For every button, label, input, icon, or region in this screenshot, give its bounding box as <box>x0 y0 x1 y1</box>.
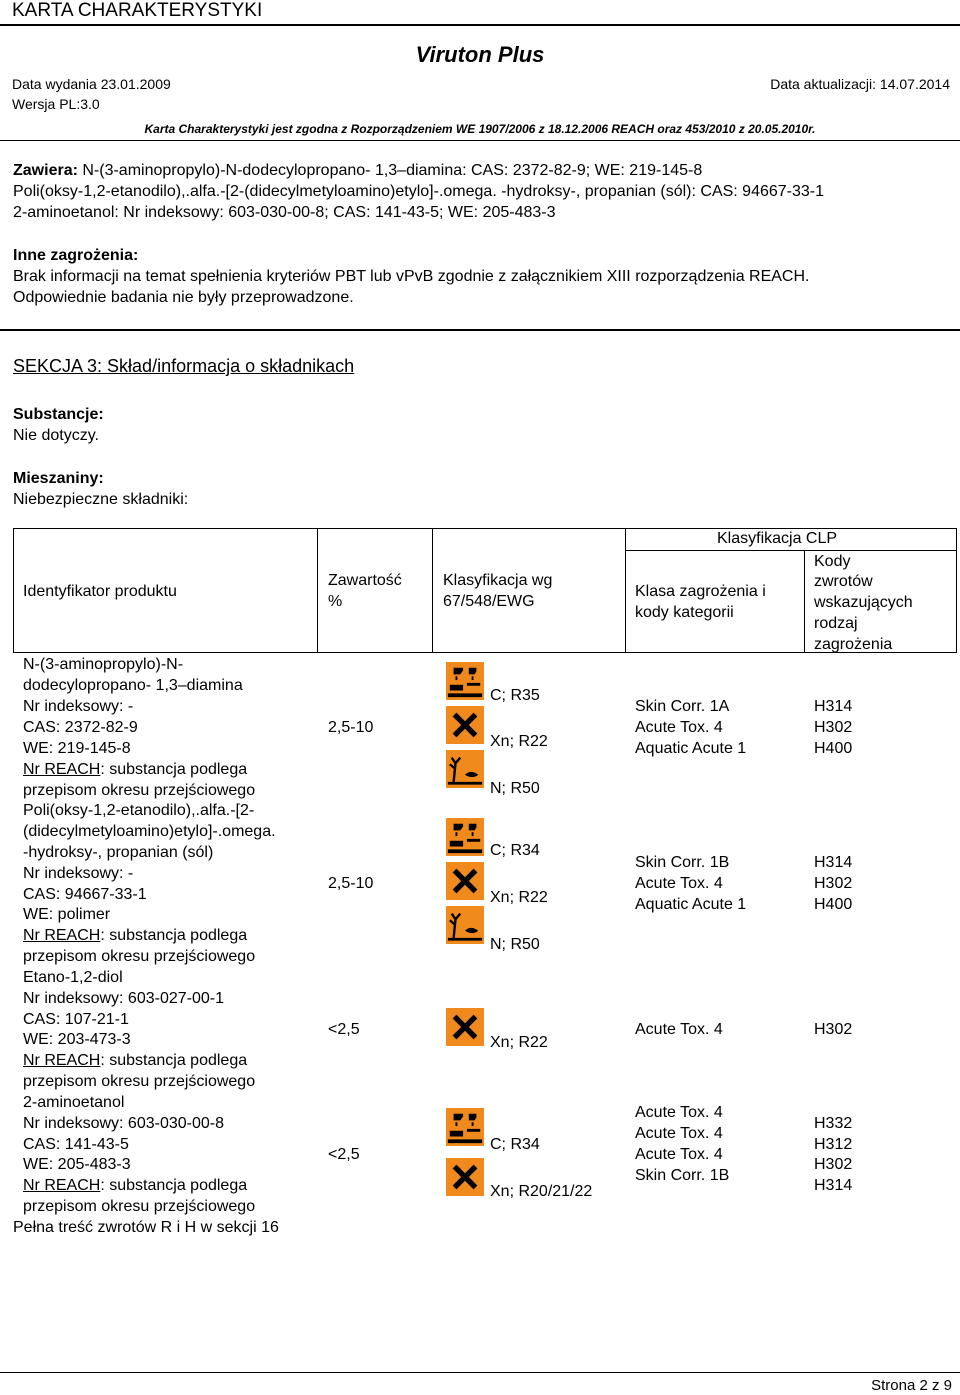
row3-identifier-3: CAS: 107-21-1 <box>23 1011 129 1028</box>
corrosive-icon <box>446 818 484 856</box>
row2-identifier-1: Poli(oksy-1,2-etanodilo),.alfa.-[2- <box>23 802 255 819</box>
row4-clp-class-2: Acute Tox. 4 <box>635 1125 723 1142</box>
row3-identifier-4: WE: 203-473-3 <box>23 1031 131 1048</box>
row4-clp-code-3: H302 <box>814 1156 853 1173</box>
row2-clp-code-3: H400 <box>814 896 853 913</box>
product-name: Viruton Plus <box>415 42 545 67</box>
header-bottom-rule <box>0 140 960 141</box>
col-header-eec-2: 67/548/EWG <box>443 593 535 610</box>
row4-clp-code-4: H314 <box>814 1177 853 1194</box>
row4-eec-1: C; R34 <box>490 1136 540 1153</box>
row1-identifier-3: Nr indeksowy: - <box>23 698 134 715</box>
row1-reach-text-1: : substancja podlega <box>100 761 248 778</box>
substances-text: Nie dotyczy. <box>13 427 99 444</box>
row4-reach-text-2: przepisom okresu przejściowego <box>23 1198 256 1215</box>
col-header-eec-1: Klasyfikacja wg <box>443 572 553 589</box>
mixtures-label: Mieszaniny: <box>13 470 104 487</box>
corrosive-icon <box>446 662 484 700</box>
col-header-clp: Klasyfikacja CLP <box>717 530 838 547</box>
row1-clp-class-2: Acute Tox. 4 <box>635 719 723 736</box>
row1-clp-class-3: Aquatic Acute 1 <box>635 740 747 757</box>
row4-identifier-2: Nr indeksowy: 603-030-00-8 <box>23 1115 224 1132</box>
contains-label: Zawiera: <box>13 162 78 179</box>
other-hazards-label: Inne zagrożenia: <box>13 247 139 264</box>
row2-reach-text-1: : substancja podlega <box>100 927 248 944</box>
row2-identifier-2: (didecylmetyloamino)etylo]-.omega. <box>23 823 276 840</box>
row1-clp-class-1: Skin Corr. 1A <box>635 698 730 715</box>
row2-clp-code-1: H314 <box>814 854 853 871</box>
substances-label: Substancje: <box>13 406 104 423</box>
row2-reach-label: Nr REACH <box>23 927 101 944</box>
footer-rule <box>0 1372 960 1373</box>
issue-date: Data wydania 23.01.2009 <box>12 76 171 92</box>
row1-eec-2: Xn; R22 <box>490 733 548 750</box>
row1-clp-code-2: H302 <box>814 719 853 736</box>
row4-content: <2,5 <box>328 1146 360 1163</box>
contains-line-2: Poli(oksy-1,2-etanodilo),.alfa.-[2-(didecylmetyloamino)etylo]-.omega. -hydroksy-, propanian (sól): CAS: 94667-33-1 <box>13 183 825 200</box>
col-header-content-2: % <box>328 593 343 610</box>
row1-content: 2,5-10 <box>328 719 374 736</box>
row1-reach-text-2: przepisom okresu przejściowego <box>23 782 256 799</box>
col-header-codes-2: zwrotów <box>814 573 873 590</box>
harmful-x-icon <box>446 862 484 900</box>
harmful-x-icon <box>446 1158 484 1196</box>
row2-eec-1: C; R34 <box>490 842 540 859</box>
header-rule <box>0 24 960 26</box>
col-header-codes-5: zagrożenia <box>814 636 893 653</box>
row2-identifier-3: -hydroksy-, propanian (sól) <box>23 844 214 861</box>
row4-eec-2: Xn; R20/21/22 <box>490 1183 593 1200</box>
version: Wersja PL:3.0 <box>12 96 100 112</box>
row2-reach <box>23 926 247 947</box>
col-header-clp-class-2: kody kategorii <box>635 604 734 621</box>
row3-reach <box>23 1051 247 1072</box>
section-3-title: SEKCJA 3: Skład/informacja o składnikach <box>13 356 355 376</box>
row4-clp-class-4: Skin Corr. 1B <box>635 1167 730 1184</box>
col-header-codes-4: rodzaj <box>814 615 858 632</box>
environment-icon <box>446 906 484 944</box>
row1-eec-1: C; R35 <box>490 687 540 704</box>
row2-eec-3: N; R50 <box>490 936 540 953</box>
row1-identifier-1: N-(3-aminopropylo)-N- <box>23 656 184 673</box>
row2-clp-class-3: Aquatic Acute 1 <box>635 896 747 913</box>
corrosive-icon <box>446 1108 484 1146</box>
contains-line-1 <box>13 160 702 181</box>
table-col-border-4 <box>804 550 805 652</box>
row3-identifier-1: Etano-1,2-diol <box>23 969 123 986</box>
row3-reach-text-1: : substancja podlega <box>100 1052 248 1069</box>
table-footnote: Pełna treść zwrotów R i H w sekcji 16 <box>13 1219 279 1236</box>
row2-identifier-5: CAS: 94667-33-1 <box>23 886 147 903</box>
row2-content: 2,5-10 <box>328 875 374 892</box>
row4-identifier-4: WE: 205-483-3 <box>23 1156 131 1173</box>
col-header-identifier: Identyfikator produktu <box>23 583 177 600</box>
row1-reach <box>23 760 247 781</box>
table-clp-subheader-border <box>625 550 957 551</box>
row3-identifier-2: Nr indeksowy: 603-027-00-1 <box>23 990 224 1007</box>
table-left-border <box>13 528 14 652</box>
row4-reach-label: Nr REACH <box>23 1177 101 1194</box>
col-header-codes-1: Kody <box>814 553 851 570</box>
row1-eec-3: N; R50 <box>490 780 540 797</box>
row2-clp-class-1: Skin Corr. 1B <box>635 854 730 871</box>
row1-reach-label: Nr REACH <box>23 761 101 778</box>
table-col-border-1 <box>317 528 318 652</box>
other-hazards-line-1: Brak informacji na temat spełnienia kryteriów PBT lub vPvB zgodnie z załącznikiem XIII rozporządzenia REACH. <box>13 268 810 285</box>
table-col-border-3 <box>625 528 626 652</box>
contains-line-3: 2-aminoetanol: Nr indeksowy: 603-030-00-8; CAS: 141-43-5; WE: 205-483-3 <box>13 204 556 221</box>
row4-clp-code-2: H312 <box>814 1136 853 1153</box>
row3-eec-1: Xn; R22 <box>490 1034 548 1051</box>
col-header-codes-3: wskazujących <box>814 594 913 611</box>
row2-identifier-4: Nr indeksowy: - <box>23 865 134 882</box>
other-hazards-line-2: Odpowiednie badania nie były przeprowadzone. <box>13 289 354 306</box>
update-date: Data aktualizacji: 14.07.2014 <box>770 76 950 92</box>
row4-clp-code-1: H332 <box>814 1115 853 1132</box>
harmful-x-icon <box>446 706 484 744</box>
row3-clp-code-1: H302 <box>814 1021 853 1038</box>
row1-clp-code-1: H314 <box>814 698 853 715</box>
row2-clp-code-2: H302 <box>814 875 853 892</box>
page-number: Strona 2 z 9 <box>871 1377 952 1394</box>
row4-clp-class-3: Acute Tox. 4 <box>635 1146 723 1163</box>
row4-reach <box>23 1176 247 1197</box>
row1-identifier-2: dodecylopropano- 1,3–diamina <box>23 677 243 694</box>
regulation-note: Karta Charakterystyki jest zgodna z Rozporządzeniem WE 1907/2006 z 18.12.2006 REACH oraz 453/2010 z 20.05.2010r. <box>144 122 816 136</box>
row1-clp-code-3: H400 <box>814 740 853 757</box>
table-right-border <box>956 528 957 652</box>
mixtures-text: Niebezpieczne składniki: <box>13 491 189 508</box>
row1-identifier-5: WE: 219-145-8 <box>23 740 131 757</box>
col-header-clp-class-1: Klasa zagrożenia i <box>635 583 766 600</box>
row4-identifier-3: CAS: 141-43-5 <box>23 1136 129 1153</box>
row4-clp-class-1: Acute Tox. 4 <box>635 1104 723 1121</box>
row2-eec-2: Xn; R22 <box>490 889 548 906</box>
row3-reach-label: Nr REACH <box>23 1052 101 1069</box>
row2-clp-class-2: Acute Tox. 4 <box>635 875 723 892</box>
environment-icon <box>446 750 484 788</box>
harmful-x-icon <box>446 1008 484 1046</box>
row3-reach-text-2: przepisom okresu przejściowego <box>23 1073 256 1090</box>
row4-identifier-1: 2-aminoetanol <box>23 1094 125 1111</box>
row4-reach-text-1: : substancja podlega <box>100 1177 248 1194</box>
section-divider <box>0 329 960 331</box>
row1-identifier-4: CAS: 2372-82-9 <box>23 719 138 736</box>
row2-identifier-6: WE: polimer <box>23 906 111 923</box>
table-col-border-2 <box>432 528 433 652</box>
col-header-content-1: Zawartość <box>328 572 402 589</box>
document-header-title: KARTA CHARAKTERYSTYKI <box>12 0 263 21</box>
row3-content: <2,5 <box>328 1021 360 1038</box>
contains-text-1: N-(3-aminopropylo)-N-dodecylopropano- 1,3–diamina: CAS: 2372-82-9; WE: 219-145-8 <box>77 162 703 179</box>
row2-reach-text-2: przepisom okresu przejściowego <box>23 948 256 965</box>
row3-clp-class-1: Acute Tox. 4 <box>635 1021 723 1038</box>
